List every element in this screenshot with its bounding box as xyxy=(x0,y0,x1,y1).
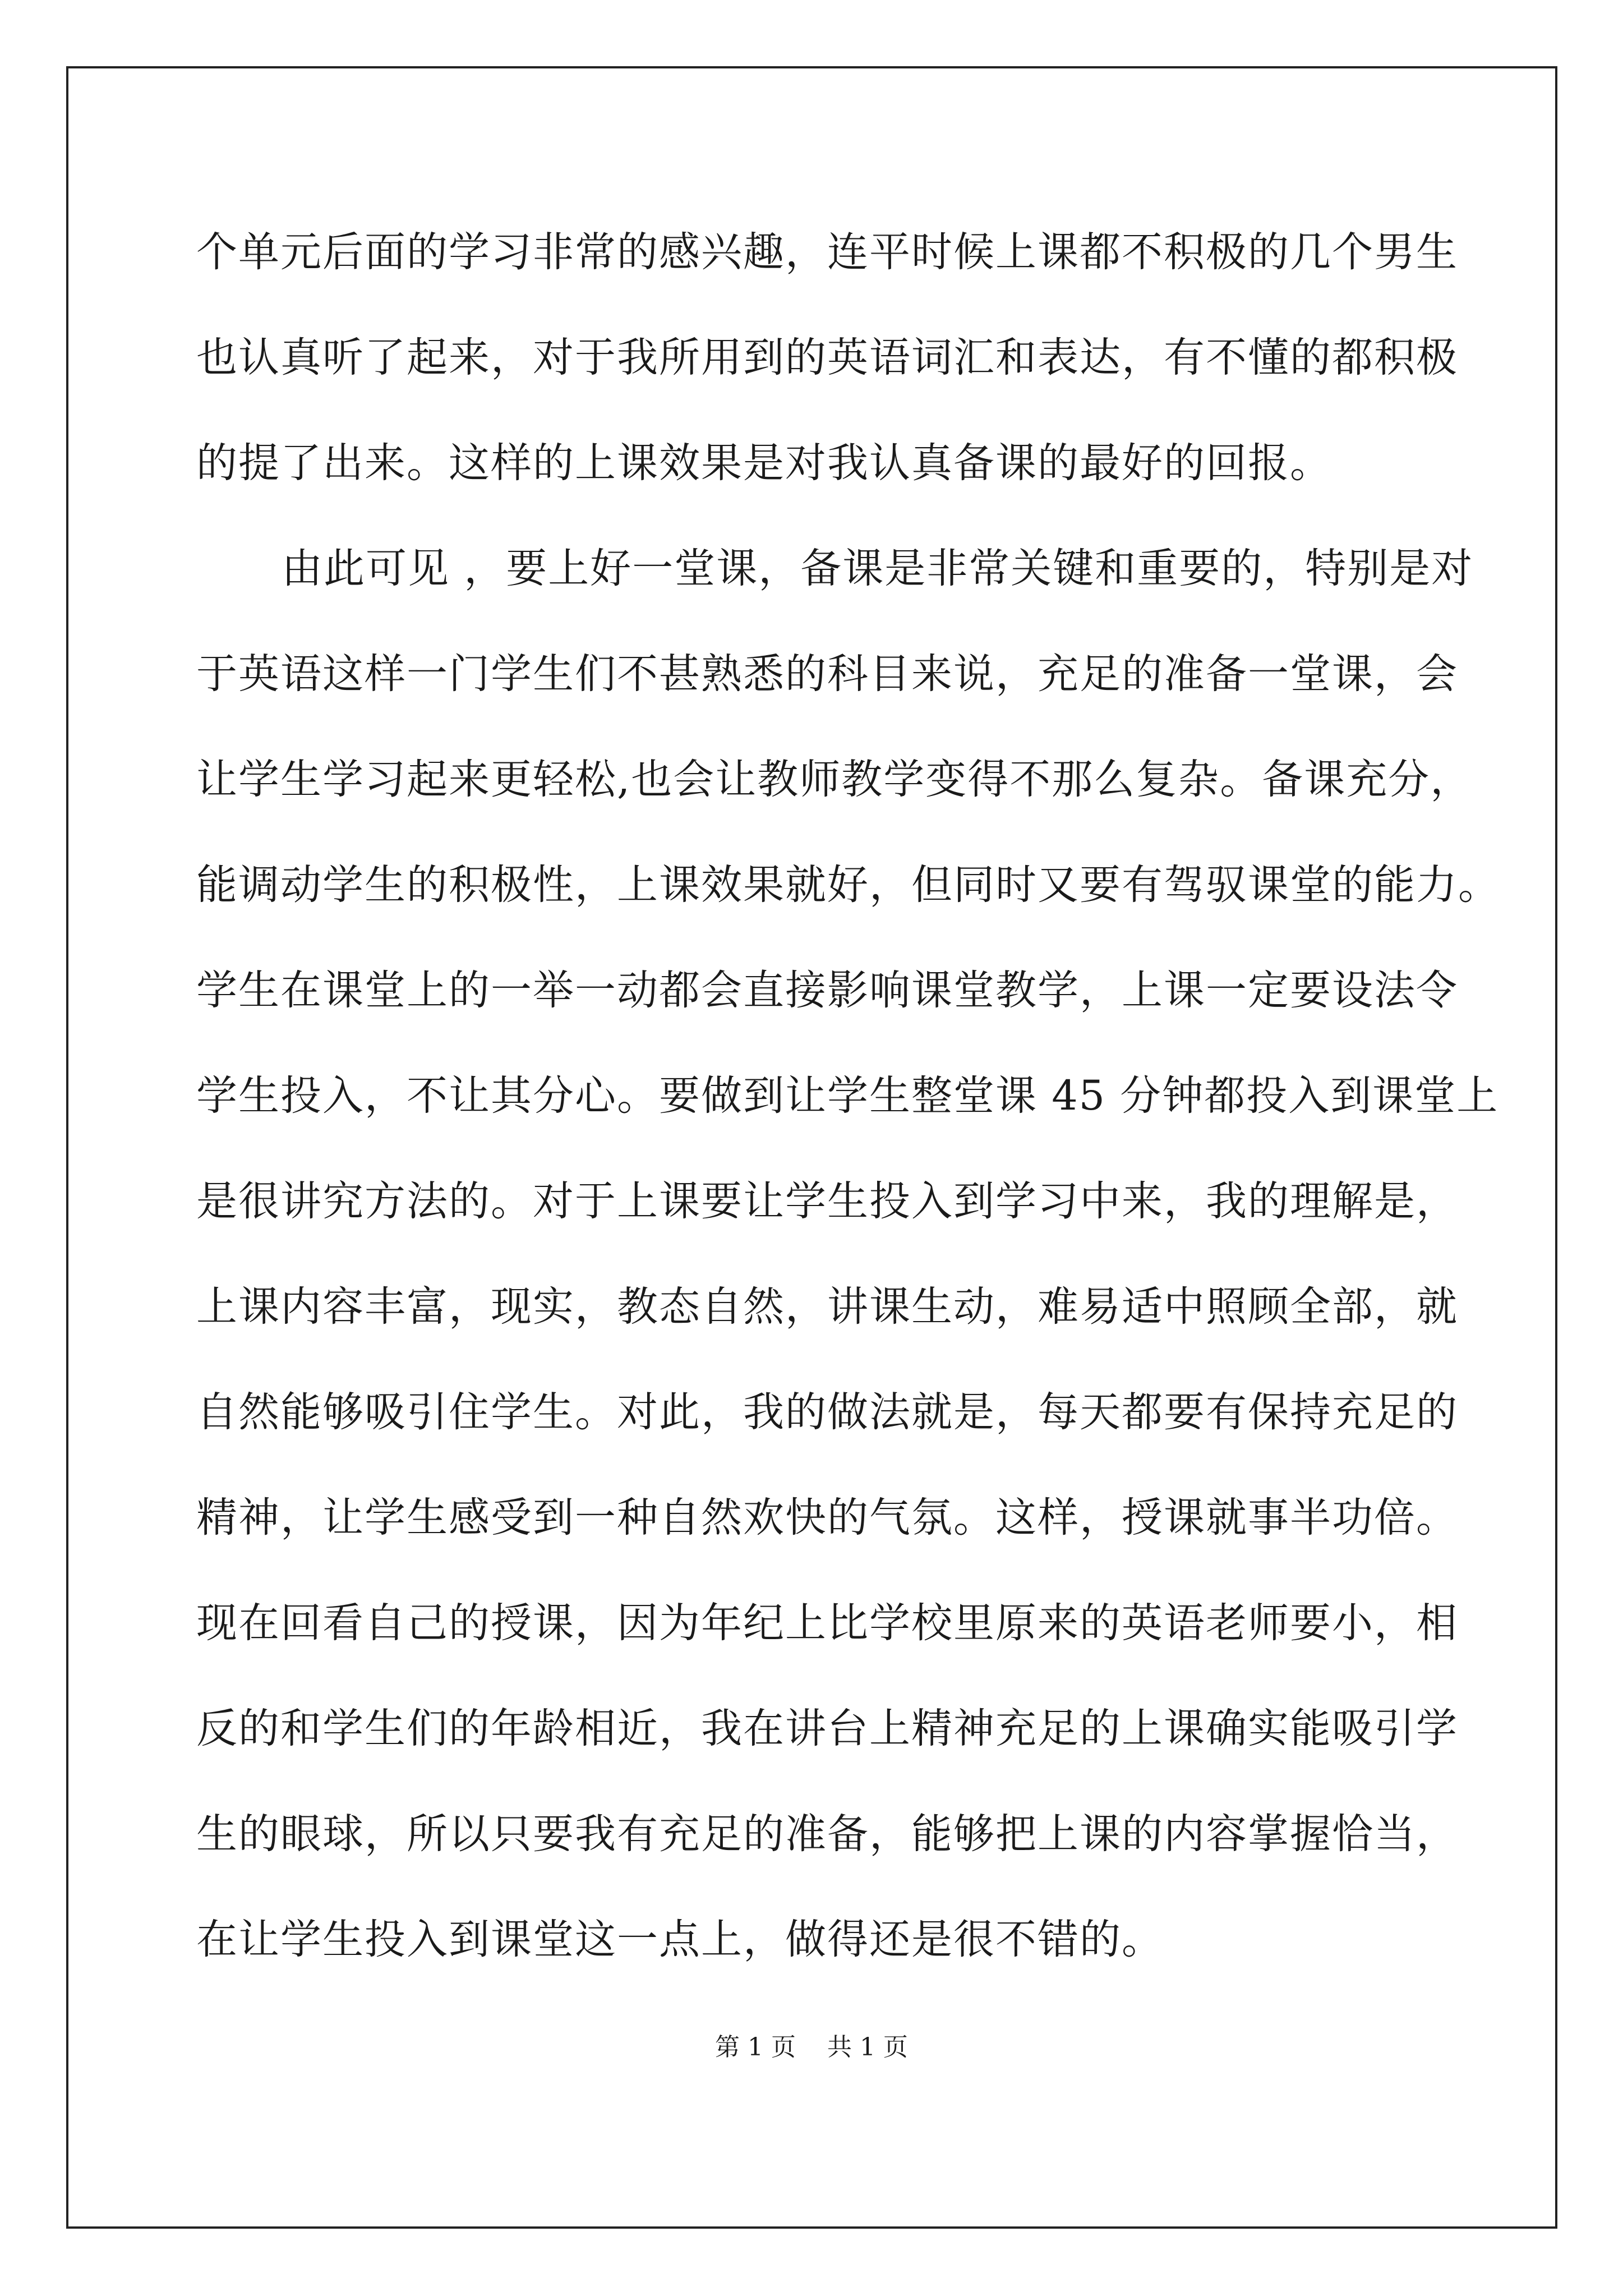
text-line: 自然能够吸引住学生。对此，我的做法就是，每天都要有保持充足的 xyxy=(196,1388,1458,1436)
text-line: 能调动学生的积极性，上课效果就好，但同时又要有驾驭课堂的能力。 xyxy=(196,861,1500,909)
document-body xyxy=(196,218,1500,2010)
text-line: 让学生学习起来更轻松,也会让教师教学变得不那么复杂。备课充分， xyxy=(196,756,1473,803)
text-line: 上课内容丰富，现实，教态自然，讲课生动，难易适中照顾全部，就 xyxy=(196,1283,1458,1331)
text-line: 个单元后面的学习非常的感兴趣，连平时候上课都不积极的几个男生 xyxy=(196,228,1458,276)
text-line: 也认真听了起来，对于我所用到的英语词汇和表达，有不懂的都积极 xyxy=(196,334,1458,381)
text-line: 是很讲究方法的。对于上课要让学生投入到学习中来，我的理解是， xyxy=(196,1177,1458,1225)
text-line: 在让学生投入到课堂这一点上，做得还是很不错的。 xyxy=(196,1916,1164,1963)
page-number-footer: 第 1 页 共 1 页 xyxy=(715,2033,908,2062)
text-line: 生的眼球，所以只要我有充足的准备，能够把上课的内容掌握恰当， xyxy=(196,1810,1458,1858)
text-line: 精神，让学生感受到一种自然欢快的气氛。这样，授课就事半功倍。 xyxy=(196,1494,1458,1542)
text-line: 由此可见 ，要上好一堂课，备课是非常关键和重要的，特别是对 xyxy=(282,545,1474,592)
text-line: 现在回看自己的授课，因为年纪上比学校里原来的英语老师要小，相 xyxy=(196,1599,1458,1647)
text-line: 于英语这样一门学生们不甚熟悉的科目来说，充足的准备一堂课，会 xyxy=(196,650,1458,698)
text-line: 反的和学生们的年龄相近，我在讲台上精神充足的上课确实能吸引学 xyxy=(196,1705,1458,1752)
text-line: 的提了出来。这样的上课效果是对我认真备课的最好的回报。 xyxy=(196,439,1332,487)
text-line: 学生在课堂上的一举一动都会直接影响课堂教学，上课一定要设法令 xyxy=(196,967,1458,1014)
text-line: 学生投入，不让其分心。要做到让学生整堂课 45 分钟都投入到课堂上 xyxy=(196,1072,1499,1120)
